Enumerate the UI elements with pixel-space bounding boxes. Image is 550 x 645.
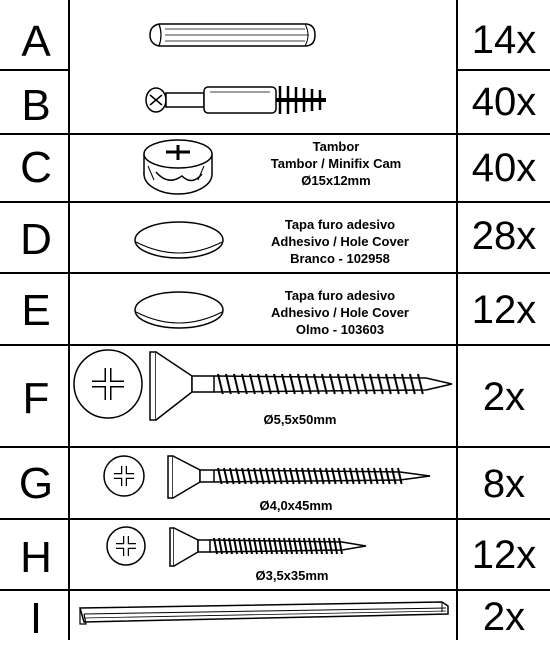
cam-lock-icon [138, 136, 218, 198]
row-divider [0, 446, 550, 448]
thread-line [309, 538, 312, 554]
thread-line [380, 468, 384, 484]
thread-line [226, 374, 231, 394]
row-letter: I [29, 594, 43, 643]
thread-line [356, 468, 360, 484]
thread-line [289, 538, 292, 554]
row-letter: F [22, 374, 50, 423]
thread-line [294, 538, 297, 554]
screw-icon [102, 524, 382, 570]
screw-icon [100, 452, 440, 502]
description-line: Adhesivo / Hole Cover [271, 234, 409, 249]
part-description [240, 216, 440, 267]
metal-rail-icon [76, 594, 454, 630]
thread-line [324, 538, 327, 554]
thread-line [386, 468, 390, 484]
row-divider [0, 518, 550, 520]
screw-dimension: Ø4,0x45mm [259, 498, 333, 513]
thread-line [402, 374, 407, 394]
description-line: Ø15x12mm [301, 173, 371, 188]
row-divider [0, 133, 550, 135]
row-quantity: 40x [471, 80, 537, 124]
row-letter: B [21, 81, 51, 130]
thread-line [339, 538, 342, 554]
thread-line [334, 538, 337, 554]
description-line: Tambor / Minifix Cam [270, 156, 402, 171]
thread-line [338, 468, 342, 484]
part-description [246, 138, 426, 189]
description-line: Tapa furo adesivo [284, 217, 396, 232]
row-divider [0, 589, 550, 591]
row-divider [456, 69, 550, 71]
row-divider [0, 272, 550, 274]
thread-line [326, 468, 330, 484]
row-divider [0, 201, 550, 203]
row-quantity: 28x [471, 214, 537, 258]
thread-line [304, 538, 307, 554]
row-letter: C [20, 143, 52, 192]
row-letter: E [21, 286, 51, 335]
thread-line [332, 468, 336, 484]
row-quantity: 12x [471, 288, 537, 332]
part-description [240, 287, 440, 338]
description-line: Tapa furo adesivo [284, 288, 396, 303]
row-letter: H [20, 533, 52, 582]
thread-line [418, 374, 423, 394]
thread-line [218, 374, 223, 394]
row-quantity: 2x [482, 375, 526, 419]
thread-line [319, 538, 322, 554]
thread-line [344, 468, 348, 484]
row-quantity: 14x [471, 18, 537, 62]
row-letter: A [21, 17, 51, 66]
hole-cover-sticker-icon [132, 288, 226, 332]
wooden-dowel-icon [145, 14, 320, 56]
thread-line [374, 468, 378, 484]
thread-line [392, 468, 396, 484]
thread-line [350, 468, 354, 484]
thread-line [368, 468, 372, 484]
thread-line [314, 538, 317, 554]
screw-dimension: Ø5,5x50mm [263, 412, 337, 427]
row-quantity: 2x [482, 595, 526, 639]
row-quantity: 40x [471, 146, 537, 190]
hole-cover-sticker-icon [132, 218, 226, 262]
thread-line [410, 374, 415, 394]
row-letter: D [20, 215, 52, 264]
row-letter: G [18, 459, 54, 508]
description-line: Tambor [312, 139, 360, 154]
thread-line [398, 468, 402, 484]
thread-line [329, 538, 332, 554]
description-line: Branco - 102958 [290, 251, 390, 266]
thread-line [234, 374, 239, 394]
thread-line [362, 468, 366, 484]
row-quantity: 8x [482, 462, 526, 506]
description-line: Adhesivo / Hole Cover [271, 305, 409, 320]
cam-bolt-icon [140, 78, 340, 124]
description-line: Olmo - 103603 [295, 322, 385, 337]
row-quantity: 12x [471, 533, 537, 577]
screw-dimension: Ø3,5x35mm [255, 568, 329, 583]
row-divider [0, 69, 70, 71]
thread-line [299, 538, 302, 554]
